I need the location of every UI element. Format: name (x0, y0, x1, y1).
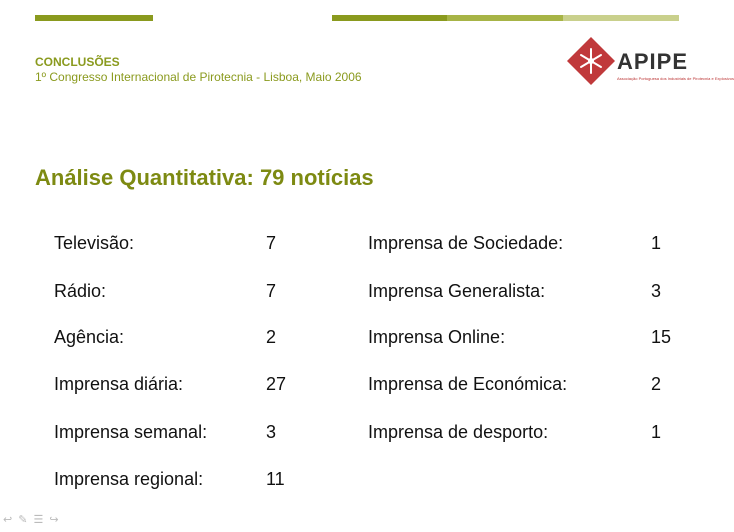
stat-value-imprensa-desporto: 1 (651, 422, 662, 442)
stat-value-imprensa-sociedade: 1 (651, 233, 662, 253)
stat-value-imprensa-regional: 11 (266, 469, 285, 489)
apipe-logo (565, 33, 734, 89)
header-bar-segment-3 (563, 15, 679, 21)
slide-header (35, 55, 362, 85)
logo-tagline: Associação Portuguesa dos Industriais de Pirotecnia e Explosivos (617, 76, 734, 81)
slide-nav (3, 513, 59, 526)
stat-label-radio: Rádio: (54, 281, 107, 301)
event-subtitle: 1º Congresso Internacional de Pirotecnia - Lisboa, Maio 2006 (35, 70, 362, 84)
stat-label-imprensa-economica: Imprensa de Económica: (368, 374, 568, 394)
logo-text: APIPE (617, 49, 689, 74)
section-label: CONCLUSÕES (35, 55, 120, 69)
stat-value-imprensa-online: 15 (651, 327, 672, 347)
header-bar-segment-1 (332, 15, 447, 21)
stat-label-imprensa-generalista: Imprensa Generalista: (368, 281, 546, 301)
stat-label-imprensa-regional: Imprensa regional: (54, 469, 204, 489)
stat-value-radio: 7 (266, 281, 277, 301)
header-bar-segment-2 (447, 15, 563, 21)
stat-label-imprensa-online: Imprensa Online: (368, 327, 506, 347)
stat-value-imprensa-diaria: 27 (266, 374, 287, 394)
next-icon[interactable]: ↪ (49, 514, 59, 526)
slide-title: Análise Quantitativa: 79 notícias (35, 165, 374, 190)
stat-value-imprensa-semanal: 3 (266, 422, 277, 442)
header-bar-left (35, 15, 153, 21)
pen-icon[interactable]: ✎ (18, 514, 28, 526)
firework-diamond-icon (565, 35, 617, 87)
stat-value-imprensa-economica: 2 (651, 374, 662, 394)
stat-value-televisao: 7 (266, 233, 277, 253)
stat-value-imprensa-generalista: 3 (651, 281, 662, 301)
prev-icon[interactable]: ↩ (3, 514, 13, 526)
stat-label-televisao: Televisão: (54, 233, 135, 253)
stat-label-imprensa-semanal: Imprensa semanal: (54, 422, 208, 442)
stat-label-imprensa-diaria: Imprensa diária: (54, 374, 184, 394)
stat-label-imprensa-desporto: Imprensa de desporto: (368, 422, 549, 442)
stat-value-agencia: 2 (266, 327, 277, 347)
menu-icon[interactable]: ☰ (33, 514, 44, 526)
stat-label-agencia: Agência: (54, 327, 125, 347)
stat-label-imprensa-sociedade: Imprensa de Sociedade: (368, 233, 564, 253)
